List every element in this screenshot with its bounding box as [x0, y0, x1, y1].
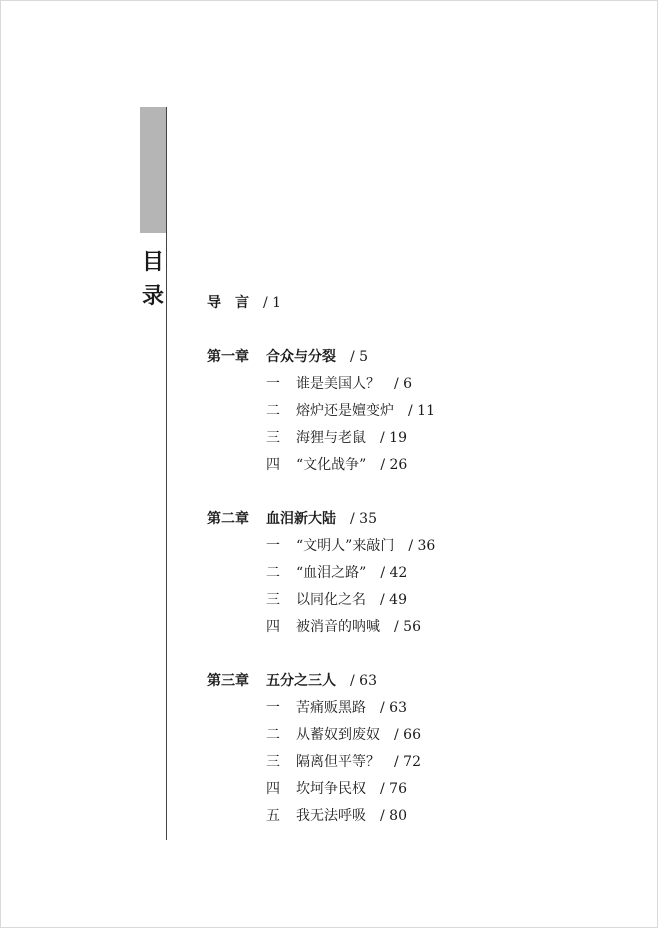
- vertical-rule: [166, 107, 167, 840]
- decorative-gray-bar: [140, 107, 166, 233]
- section-title: “血泪之路”: [296, 565, 367, 581]
- section-number: 三: [266, 592, 280, 608]
- section-page: / 66: [394, 727, 421, 743]
- section-entry[interactable]: [207, 779, 607, 806]
- chapter-title: 合众与分裂: [266, 349, 336, 365]
- section-number: 五: [266, 808, 280, 824]
- section-entry[interactable]: [207, 455, 607, 482]
- section-title: 我无法呼吸: [296, 808, 366, 824]
- table-of-contents: [207, 293, 607, 860]
- section-title: 海狸与老鼠: [296, 430, 366, 446]
- section-page: / 36: [408, 538, 436, 554]
- section-entry[interactable]: [207, 401, 607, 428]
- section-entry[interactable]: [207, 617, 607, 644]
- section-number: 四: [266, 457, 280, 473]
- section-page: / 19: [380, 430, 407, 446]
- section-title: “文化战争”: [296, 457, 367, 473]
- section-page: / 56: [394, 619, 421, 635]
- section-entry[interactable]: [207, 698, 607, 725]
- chapter-label: 第三章: [207, 673, 249, 689]
- toc-heading-char: 录: [141, 283, 164, 309]
- section-number: 三: [266, 754, 280, 770]
- section-page: / 76: [380, 781, 407, 797]
- section-number: 三: [266, 430, 280, 446]
- section-number: 一: [266, 538, 280, 554]
- toc-entry-intro[interactable]: [207, 293, 607, 320]
- section-entry[interactable]: [207, 752, 607, 779]
- chapter-heading[interactable]: [207, 347, 607, 374]
- section-page: / 49: [380, 592, 407, 608]
- section-number: 二: [266, 403, 280, 419]
- chapter-page: / 5: [350, 349, 369, 365]
- section-number: 一: [266, 700, 280, 716]
- section-number: 二: [266, 727, 280, 743]
- section-title: 谁是美国人？: [296, 376, 380, 392]
- chapter-title: 血泪新大陆: [266, 511, 336, 527]
- chapter-heading[interactable]: [207, 509, 607, 536]
- toc-heading: [141, 245, 165, 313]
- section-entry[interactable]: [207, 590, 607, 617]
- section-title: 隔离但平等？: [296, 754, 380, 770]
- section-page: / 11: [408, 403, 435, 419]
- section-page: / 63: [380, 700, 407, 716]
- section-entry[interactable]: [207, 563, 607, 590]
- section-title: “文明人”来敲门: [296, 538, 395, 554]
- section-number: 四: [266, 781, 280, 797]
- section-page: / 26: [380, 457, 408, 473]
- section-title: 被消音的呐喊: [296, 619, 380, 635]
- section-number: 四: [266, 619, 280, 635]
- intro-page: / 1: [263, 295, 282, 311]
- chapter-page: / 63: [350, 673, 377, 689]
- section-page: / 42: [380, 565, 408, 581]
- section-entry[interactable]: [207, 428, 607, 455]
- section-title: 从蓄奴到废奴: [296, 727, 380, 743]
- chapter-label: 第二章: [207, 511, 249, 527]
- section-entry[interactable]: [207, 374, 607, 401]
- section-entry[interactable]: [207, 725, 607, 752]
- section-entry[interactable]: [207, 536, 607, 563]
- section-title: 坎坷争民权: [296, 781, 366, 797]
- chapter-title: 五分之三人: [266, 673, 336, 689]
- section-number: 二: [266, 565, 280, 581]
- chapter-label: 第一章: [207, 349, 249, 365]
- toc-heading-char: 目: [141, 249, 164, 275]
- section-page: / 80: [380, 808, 407, 824]
- chapter-2: [207, 509, 607, 644]
- chapter-page: / 35: [350, 511, 377, 527]
- section-title: 以同化之名: [296, 592, 366, 608]
- section-entry[interactable]: [207, 806, 607, 833]
- section-page: / 6: [394, 376, 413, 392]
- section-page: / 72: [394, 754, 421, 770]
- section-number: 一: [266, 376, 280, 392]
- chapter-1: [207, 347, 607, 482]
- chapter-3: [207, 671, 607, 833]
- intro-title: 导 言: [207, 295, 249, 311]
- chapter-heading[interactable]: [207, 671, 607, 698]
- section-title: 苦痛贩黑路: [296, 700, 366, 716]
- section-title: 熔炉还是嬗变炉: [296, 403, 394, 419]
